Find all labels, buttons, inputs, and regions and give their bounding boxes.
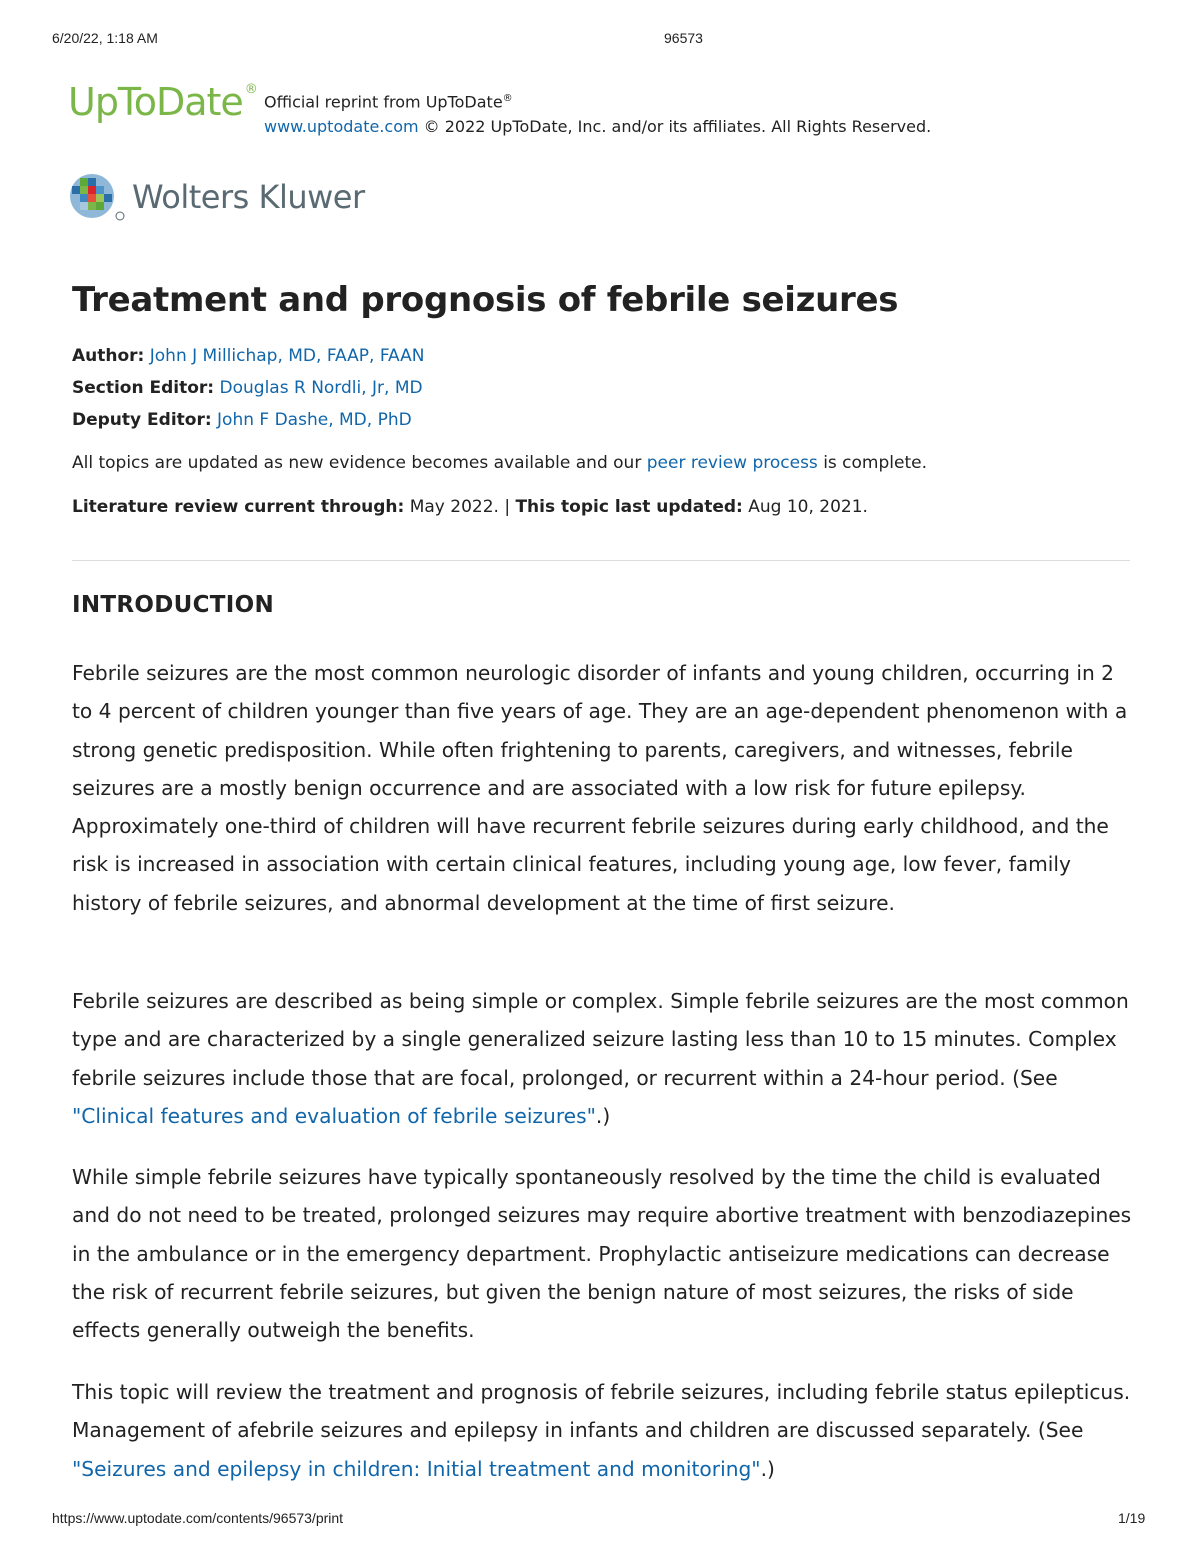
print-datetime: 6/20/22, 1:18 AM — [52, 30, 158, 46]
reprint-line: Official reprint from UpToDate — [264, 92, 503, 112]
website-link[interactable]: www.uptodate.com — [264, 117, 419, 137]
uptodate-logo — [68, 80, 257, 124]
intro-paragraph-3: While simple febrile seizures have typically spontaneously resolved by the time the child is evaluated and do not need to be treated, prolonged seizures may require abortive treatment with benzodiazepines in the ambulance or in the emergency department. Prophylactic antiseizure medications can decrease the risk of recurrent febrile seizures, but given the benign nature of most seizures, the risks of side effects generally outweigh the benefits. — [72, 1165, 1132, 1343]
copyright-text: © 2022 UpToDate, Inc. and/or its affiliates. All Rights Reserved. — [418, 117, 932, 137]
reprint-mark: ® — [502, 93, 513, 104]
publisher-name: Wolters Kluwer — [132, 178, 365, 216]
intro-paragraph-2-end: .) — [595, 1103, 611, 1128]
registered-mark: ® — [244, 82, 257, 97]
author-label: Author: — [72, 346, 145, 366]
peer-review-link[interactable]: peer review process — [646, 453, 818, 473]
divider — [72, 560, 1130, 561]
author-link[interactable]: John J Millichap, MD, FAAP, FAAN — [149, 346, 425, 366]
review-dates — [72, 497, 868, 517]
lit-review-label: Literature review current through: — [72, 497, 405, 517]
intro-paragraph-2 — [72, 982, 1136, 1135]
deputy-editor-link[interactable]: John F Dashe, MD, PhD — [217, 410, 412, 430]
print-page-id: 96573 — [664, 30, 703, 46]
clinical-features-link[interactable]: "Clinical features and evaluation of febrile seizures" — [72, 1103, 596, 1128]
deputy-editor-label: Deputy Editor: — [72, 410, 212, 430]
print-page-number: 1/19 — [1118, 1510, 1146, 1526]
wolters-kluwer-emblem-icon — [70, 172, 130, 222]
update-note — [72, 453, 927, 473]
intro-paragraph-1: Febrile seizures are the most common neurologic disorder of infants and young children, occurring in 2 to 4 percent of children younger than five years of age. They are an age-dependent phenomenon with a strong genetic predisposition. While often frightening to parents, caregivers, and witnesses, febrile seizures are a mostly benign occurrence and are associated with a low risk for future epilepsy. Approximately one-third of children will have recurrent febrile seizures during early childhood, and the risk is increased in association with certain clinical features, including young age, low fever, family history of febrile seizures, and abnormal development at the time of first seizure. — [72, 661, 1128, 915]
update-note-end: is complete. — [817, 453, 927, 473]
last-updated-label: This topic last updated: — [515, 497, 743, 517]
reprint-notice — [264, 86, 931, 139]
uptodate-logo-text: UpToDate — [68, 80, 243, 124]
section-heading-introduction: INTRODUCTION — [72, 592, 275, 618]
intro-paragraph-4-text: This topic will review the treatment and prognosis of febrile seizures, including febrile status epilepticus. Management of afebrile seizures and epilepsy in infants and children are discussed separately. (See — [72, 1380, 1131, 1443]
author-line — [72, 346, 425, 366]
lit-review-date: May 2022. | — [404, 497, 516, 517]
update-note-text: All topics are updated as new evidence becomes available and our — [72, 453, 647, 473]
last-updated-date: Aug 10, 2021. — [742, 497, 868, 517]
intro-paragraph-2-text: Febrile seizures are described as being simple or complex. Simple febrile seizures are the most common type and are characterized by a single generalized seizure lasting less than 10 to 15 minutes. Complex febrile seizures include those that are focal, prolonged, or recurrent within a 24-hour period. (See — [72, 989, 1129, 1090]
seizures-epilepsy-link[interactable]: "Seizures and epilepsy in children: Initial treatment and monitoring" — [72, 1456, 761, 1481]
page-title: Treatment and prognosis of febrile seizures — [72, 280, 899, 320]
section-editor-link[interactable]: Douglas R Nordli, Jr, MD — [219, 378, 423, 398]
intro-paragraph-4 — [72, 1373, 1136, 1488]
print-url: https://www.uptodate.com/contents/96573/print — [52, 1510, 344, 1526]
intro-paragraph-4-end: .) — [760, 1456, 775, 1481]
deputy-editor-line — [72, 410, 412, 430]
section-editor-label: Section Editor: — [72, 378, 215, 398]
section-editor-line — [72, 378, 423, 398]
